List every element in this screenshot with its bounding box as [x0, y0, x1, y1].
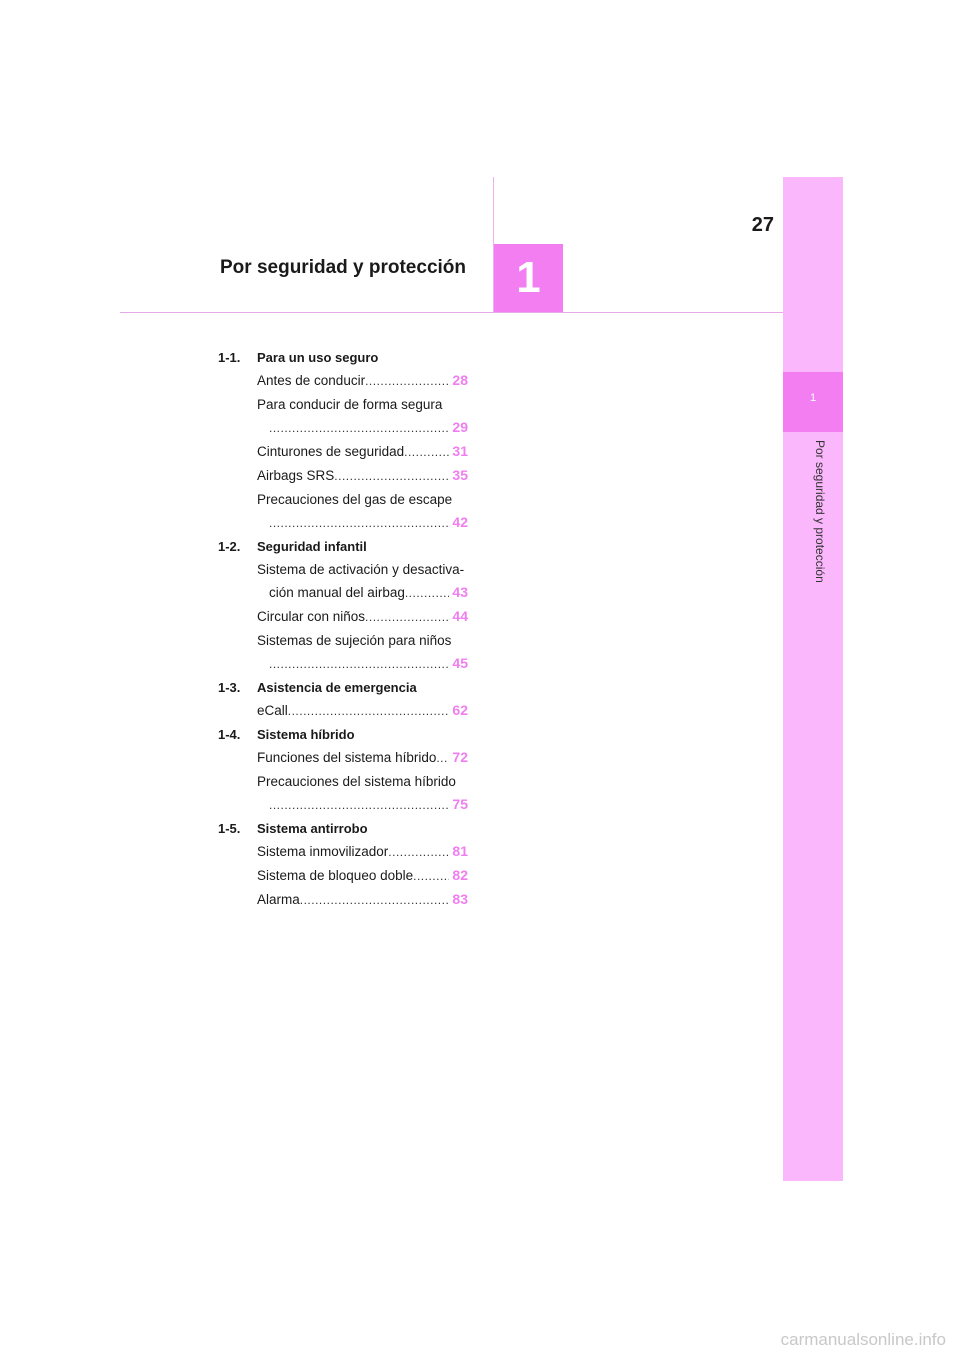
toc-entry-label: Airbags SRS	[257, 468, 335, 483]
toc-section-title: Seguridad infantil	[257, 539, 367, 554]
toc-page-link[interactable]: 75	[452, 796, 468, 812]
toc-section-heading[interactable]	[218, 346, 468, 369]
toc-entry[interactable]	[218, 393, 468, 440]
toc-entry[interactable]	[218, 770, 468, 817]
toc-section-number: 1-2.	[218, 539, 241, 554]
toc-entry[interactable]	[218, 605, 468, 629]
toc-page-link[interactable]: 28	[452, 372, 468, 388]
toc-entry[interactable]	[218, 369, 468, 393]
toc-entry-label: Precauciones del sistema híbrido	[257, 774, 456, 789]
toc-entry-label: Funciones del sistema híbrido	[257, 750, 437, 765]
toc-entry-label: Alarma	[257, 892, 300, 907]
toc-entry[interactable]	[218, 488, 468, 535]
toc-entry[interactable]	[218, 699, 468, 723]
toc-entry[interactable]	[218, 746, 468, 770]
toc-entry-label: Sistema de activación y desactiva-	[257, 562, 465, 577]
toc-page-link[interactable]: 45	[452, 655, 468, 671]
toc-entry[interactable]	[218, 864, 468, 888]
side-tab-label: Por seguridad y protección	[813, 440, 827, 583]
toc-entry[interactable]	[218, 464, 468, 488]
toc-entry-label: Sistema inmovilizador	[257, 844, 389, 859]
header-divider-horizontal	[120, 312, 783, 313]
toc-entry-label: Para conducir de forma segura	[257, 397, 443, 412]
chapter-side-tab	[783, 177, 843, 1181]
side-tab-number: 1	[809, 392, 817, 404]
toc-entry[interactable]	[218, 629, 468, 676]
toc-entry[interactable]	[218, 888, 468, 912]
toc-page-link[interactable]: 62	[452, 702, 468, 718]
toc-entry-label: Circular con niños	[257, 609, 366, 624]
toc-page-link[interactable]: 81	[452, 843, 468, 859]
toc-page-link[interactable]: 43	[452, 584, 468, 600]
toc-section-title: Para un uso seguro	[257, 350, 379, 365]
toc-page-link[interactable]: 29	[452, 419, 468, 435]
toc-page-link[interactable]: 42	[452, 514, 468, 530]
toc-section-number: 1-5.	[218, 821, 241, 836]
toc-entry-label: Sistema de bloqueo doble	[257, 868, 414, 883]
toc-page-link[interactable]: 31	[452, 443, 468, 459]
toc-entry-label: Precauciones del gas de escape	[257, 492, 453, 507]
toc-page-link[interactable]: 35	[452, 467, 468, 483]
page-number: 27	[751, 214, 774, 236]
chapter-title: Por seguridad y protección	[220, 257, 466, 278]
toc-section-number: 1-3.	[218, 680, 241, 695]
toc-section-title: Sistema híbrido	[257, 727, 355, 742]
chapter-number-box: 1	[494, 244, 563, 312]
toc-section-title: Asistencia de emergencia	[257, 680, 417, 695]
toc-entry[interactable]	[218, 840, 468, 864]
toc-entry-label-cont: ción manual del airbag	[269, 585, 405, 600]
watermark: carmanualsonline.info	[780, 1330, 946, 1349]
toc-entry-label: Antes de conducir	[257, 373, 366, 388]
table-of-contents	[218, 346, 468, 912]
toc-page-link[interactable]: 72	[452, 749, 468, 765]
toc-section-heading[interactable]	[218, 723, 468, 746]
toc-section-heading[interactable]	[218, 817, 468, 840]
toc-entry-label: Sistemas de sujeción para niños	[257, 633, 452, 648]
toc-entry-label: eCall	[257, 703, 288, 718]
toc-page-link[interactable]: 82	[452, 867, 468, 883]
toc-section-number: 1-4.	[218, 727, 241, 742]
toc-section-title: Sistema antirrobo	[257, 821, 368, 836]
toc-section-heading[interactable]	[218, 535, 468, 558]
toc-section-number: 1-1.	[218, 350, 241, 365]
toc-entry[interactable]	[218, 440, 468, 464]
toc-section-heading[interactable]	[218, 676, 468, 699]
toc-page-link[interactable]: 44	[452, 608, 468, 624]
toc-entry-label: Cinturones de seguridad	[257, 444, 405, 459]
toc-entry[interactable]	[218, 558, 468, 605]
toc-page-link[interactable]: 83	[452, 891, 468, 907]
